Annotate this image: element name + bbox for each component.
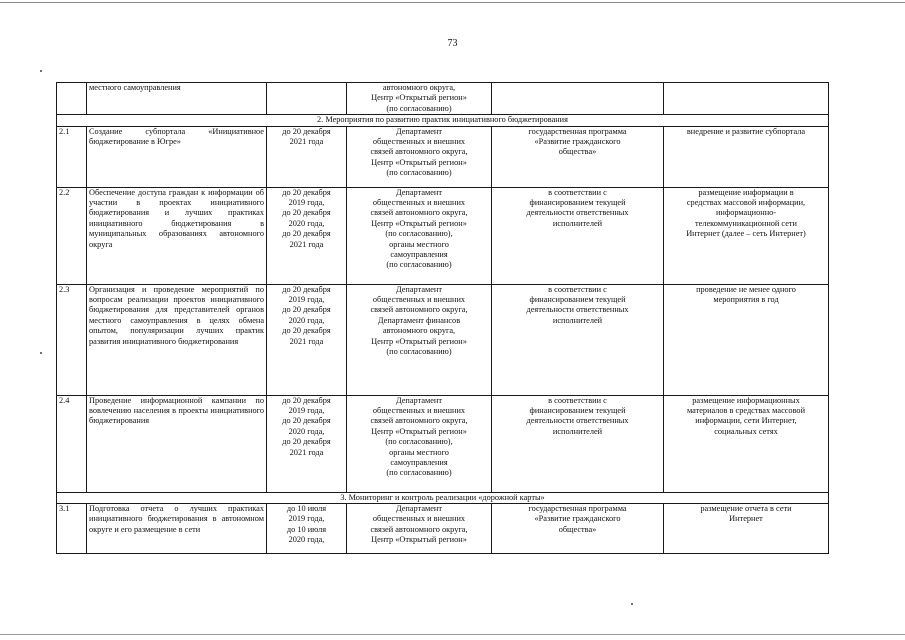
cell-finance xyxy=(492,126,664,187)
cell-finance xyxy=(492,284,664,395)
cell-finance xyxy=(492,395,664,492)
cell-name: местного самоуправления xyxy=(87,83,267,115)
finance-text: государственная программа «Развитие гражданского общества» xyxy=(528,126,627,157)
page-number: 73 xyxy=(447,38,458,49)
cell-date xyxy=(267,284,347,395)
cell-executor xyxy=(347,83,492,115)
finance-text: в соответствии с финансированием текущей деятельности ответственных исполнителей xyxy=(526,284,629,325)
scan-speck xyxy=(40,352,42,354)
cell-executor xyxy=(347,395,492,492)
result-text: проведение не менее одного мероприятия в год xyxy=(696,284,796,305)
cell-result xyxy=(664,83,829,115)
cell-date xyxy=(267,187,347,284)
result-text: размещение отчета в сети Интернет xyxy=(700,504,792,524)
cell-finance xyxy=(492,187,664,284)
section-title: 3. Мониторинг и контроль реализации «дорожной карты» xyxy=(57,492,829,503)
date-text: до 20 декабря 2019 года, до 20 декабря 2020 года, до 20 декабря 2021 года xyxy=(282,395,331,457)
cell-name: Проведение информационной кампании по вовлечению населения в проекты инициативного бюджетирования xyxy=(87,395,267,492)
cell-date xyxy=(267,395,347,492)
executor-text: Департамент общественных и внешних связей автономного округа, Центр «Открытый регион» (по согласованию), органы местного самоуправления (по согласованию) xyxy=(370,187,468,270)
section-title: 2. Мероприятия по развитию практик инициативного бюджетирования xyxy=(57,115,829,126)
cell-executor xyxy=(347,284,492,395)
cell-num: 2.1 xyxy=(57,126,87,187)
result-text: размещение информационных материалов в средствах массовой информации, сети Интернет, социальных сетях xyxy=(686,395,806,436)
section-header-3 xyxy=(57,492,829,503)
finance-text: государственная программа «Развитие гражданского общества» xyxy=(528,504,627,534)
executor-text: Департамент общественных и внешних связей автономного округа, Центр «Открытый регион» (по согласованию), органы местного самоуправления (по согласованию) xyxy=(370,395,468,478)
cell-num: 3.1 xyxy=(57,504,87,554)
cell-executor xyxy=(347,504,492,554)
cell-name: Обеспечение доступа граждан к информации об участии в проектах инициативного бюджетирования и лучших практиках инициативного бюджетирования в муниципальных образованиях автономного округа xyxy=(87,187,267,284)
table-row xyxy=(57,395,829,492)
scan-edge-bottom xyxy=(0,634,905,635)
executor-text: Департамент общественных и внешних связей автономного округа, Центр «Открытый регион» (по согласованию) xyxy=(370,126,468,178)
cell-result xyxy=(664,395,829,492)
roadmap-table xyxy=(56,82,829,554)
table-row xyxy=(57,504,829,554)
executor-text: автономного округа, Центр «Открытый регион» (по согласованию) xyxy=(371,83,467,113)
finance-text: в соответствии с финансированием текущей деятельности ответственных исполнителей xyxy=(526,395,629,436)
cell-name: Создание субпортала «Инициативное бюджетирование в Югре» xyxy=(87,126,267,187)
cell-name: Организация и проведение мероприятий по вопросам реализации проектов инициативного бюджетирования для представителей органов местного самоуправления в целях обмена опытом, популяризации лучших практик развития инициативного бюджетирования xyxy=(87,284,267,395)
date-text: до 20 декабря 2019 года, до 20 декабря 2020 года, до 20 декабря 2021 года xyxy=(282,284,331,346)
cell-result xyxy=(664,126,829,187)
cell-result xyxy=(664,187,829,284)
result-text: внедрение и развитие субпортала xyxy=(686,126,806,136)
cell-finance xyxy=(492,504,664,554)
cell-num: 2.2 xyxy=(57,187,87,284)
cell-result xyxy=(664,504,829,554)
scan-speck xyxy=(40,70,42,72)
cell-num xyxy=(57,83,87,115)
table-row xyxy=(57,284,829,395)
cell-result xyxy=(664,284,829,395)
cell-finance xyxy=(492,83,664,115)
table-row-continuation xyxy=(57,83,829,115)
cell-date xyxy=(267,126,347,187)
date-text: до 20 декабря 2021 года xyxy=(282,126,331,147)
cell-executor xyxy=(347,126,492,187)
executor-text: Департамент общественных и внешних связей автономного округа, Департамент финансов автономного округа, Центр «Открытый регион» (по согласованию) xyxy=(370,284,468,357)
scan-speck xyxy=(631,603,633,605)
result-text: размещение информации в средствах массовой информации, информационно- телекоммуникационной сети Интернет (далее – сеть Интернет) xyxy=(686,187,806,239)
scan-edge-top xyxy=(0,2,905,3)
date-text: до 10 июля 2019 года, до 10 июля 2020 года, xyxy=(286,504,327,545)
table-row xyxy=(57,187,829,284)
executor-text: Департамент общественных и внешних связей автономного округа, Центр «Открытый регион» xyxy=(370,504,468,545)
cell-date xyxy=(267,504,347,554)
cell-executor xyxy=(347,187,492,284)
date-text: до 20 декабря 2019 года, до 20 декабря 2020 года, до 20 декабря 2021 года xyxy=(282,187,331,249)
cell-date xyxy=(267,83,347,115)
cell-num: 2.4 xyxy=(57,395,87,492)
cell-num: 2.3 xyxy=(57,284,87,395)
cell-name: Подготовка отчета о лучших практиках инициативного бюджетирования в автономном округе и его размещение в сети xyxy=(87,504,267,554)
table-row xyxy=(57,126,829,187)
finance-text: в соответствии с финансированием текущей деятельности ответственных исполнителей xyxy=(526,187,629,228)
section-header-2 xyxy=(57,115,829,126)
